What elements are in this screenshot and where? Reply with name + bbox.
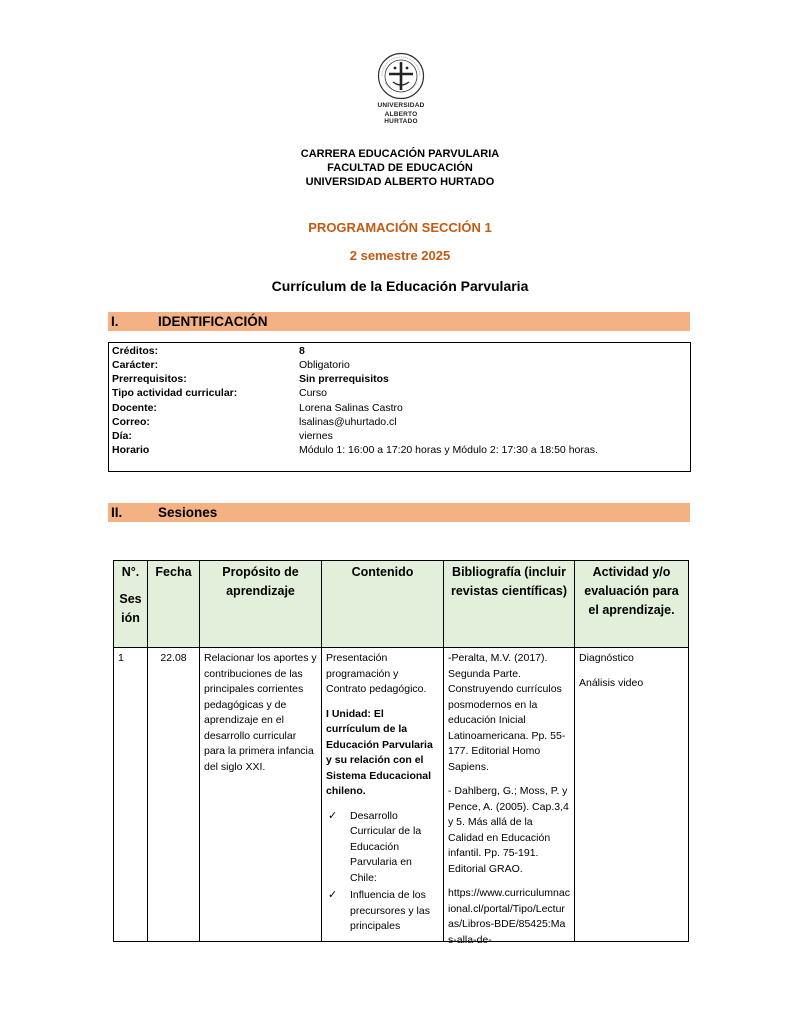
section-sesiones-heading [108,503,690,522]
table-row [114,648,689,942]
id-key: Prerrequisitos: [112,373,187,385]
id-row-tipo [109,386,690,400]
university-seal-icon [377,52,425,100]
semester-label: 2 semestre 2025 [349,248,451,263]
programacion-title: PROGRAMACIÓN SECCIÓN 1 [308,220,492,235]
id-value: viernes [299,430,333,442]
id-key: Carácter: [112,359,159,371]
cell-bibliografia [444,648,575,946]
header-proposito: Propósito de aprendizaje [200,561,322,648]
section-number: I. [111,314,119,329]
id-row-caracter [109,358,690,372]
section-number: II. [111,505,123,520]
id-key: Correo: [112,416,150,428]
header-university: UNIVERSIDAD ALBERTO HURTADO [305,176,495,188]
identification-box [108,342,691,472]
sessions-table [113,560,689,946]
cell-contenido [322,648,444,942]
logo-text-line2: ALBERTO HURTADO [384,111,418,125]
header-fecha: Fecha [148,561,200,648]
section-label: IDENTIFICACIÓN [158,314,268,329]
contenido-item-text: Influencia de los precursores y las principales [350,889,430,932]
contenido-list-item [326,809,439,887]
id-value: Obligatorio [299,359,350,371]
contenido-item-text: Desarrollo Curricular de la Educación Parvularia en Chile: [350,809,422,884]
header-ses-label: Ses [119,592,142,606]
checkmark-icon: ✓ [328,889,338,901]
cell-proposito: Relacionar los aportes y contribuciones de las principales corrientes pedagógicas y de aprendizaje en el desarrollo curricular para la primera infancia del siglo XXI. [200,648,322,942]
contenido-intro: Presentación programación y Contrato pedagógico. [326,652,427,695]
header-career: CARRERA EDUCACIÓN PARVULARIA [300,148,500,160]
actividad-item: Diagnóstico [579,652,634,664]
id-key: Horario [112,444,150,456]
id-value: Curso [299,387,328,399]
id-value[interactable]: lsalinas@uhurtado.cl [299,416,397,428]
table-header-row [114,561,689,648]
bib-link[interactable]: https://www.curriculumnacional.cl/portal/Tipo/Lecturas/Libros-BDE/85425:Mas-alla-de- [448,887,570,946]
section-identificacion-heading [108,312,690,331]
cell-actividad [575,648,689,942]
header-ion-label: ión [121,611,140,625]
id-row-dia [109,429,690,443]
id-row-docente [109,401,690,415]
university-logo [370,52,432,125]
id-row-prerrequisitos [109,372,690,386]
bib-entry: - Dahlberg, G.; Moss, P. y Pence, A. (2005). Cap.3,4 y 5. Más allá de la Calidad en Educación infantil. Pp. 75-191. Editorial GRAO. [448,785,569,875]
id-key: Docente: [112,402,157,414]
bib-entry: -Peralta, M.V. (2017). Segunda Parte. Construyendo currículos posmodernos en la educación Inicial Latinoamericana. Pp. 55-177. Editorial Homo Sapiens. [448,652,566,773]
contenido-unidad: I Unidad: El currículum de la Educación Parvularia y su relación con el Sistema Educacional chileno. [326,707,433,797]
id-key: Tipo actividad curricular: [112,387,238,399]
header-n-label: N°. [121,565,140,579]
header-contenido: Contenido [322,561,444,648]
course-title: Currículum de la Educación Parvularia [271,278,529,294]
id-value: Lorena Salinas Castro [299,402,403,414]
checkmark-icon: ✓ [328,809,338,822]
id-row-horario [109,443,690,457]
header-bibliografia: Bibliografía (incluir revistas científicas) [444,561,575,648]
id-row-creditos [109,344,690,358]
actividad-item: Análisis video [579,676,644,689]
cell-n: 1 [114,648,148,942]
contenido-list-item [326,888,439,935]
header-faculty: FACULTAD DE EDUCACIÓN [327,162,473,174]
section-label: Sesiones [158,505,218,520]
cell-fecha: 22.08 [148,648,200,942]
id-row-correo [109,415,690,429]
id-value: Módulo 1: 16:00 a 17:20 horas y Módulo 2: 17:30 a 18:50 horas. [299,444,598,456]
header-actividad: Actividad y/o evaluación para el aprendizaje. [575,561,689,648]
id-key: Créditos: [112,345,159,357]
id-value: Sin prerrequisitos [299,373,389,385]
header-n-sesion [114,561,148,648]
logo-text-line1: UNIVERSIDAD [377,102,425,109]
id-key: Día: [112,430,132,442]
id-value: 8 [299,345,305,357]
